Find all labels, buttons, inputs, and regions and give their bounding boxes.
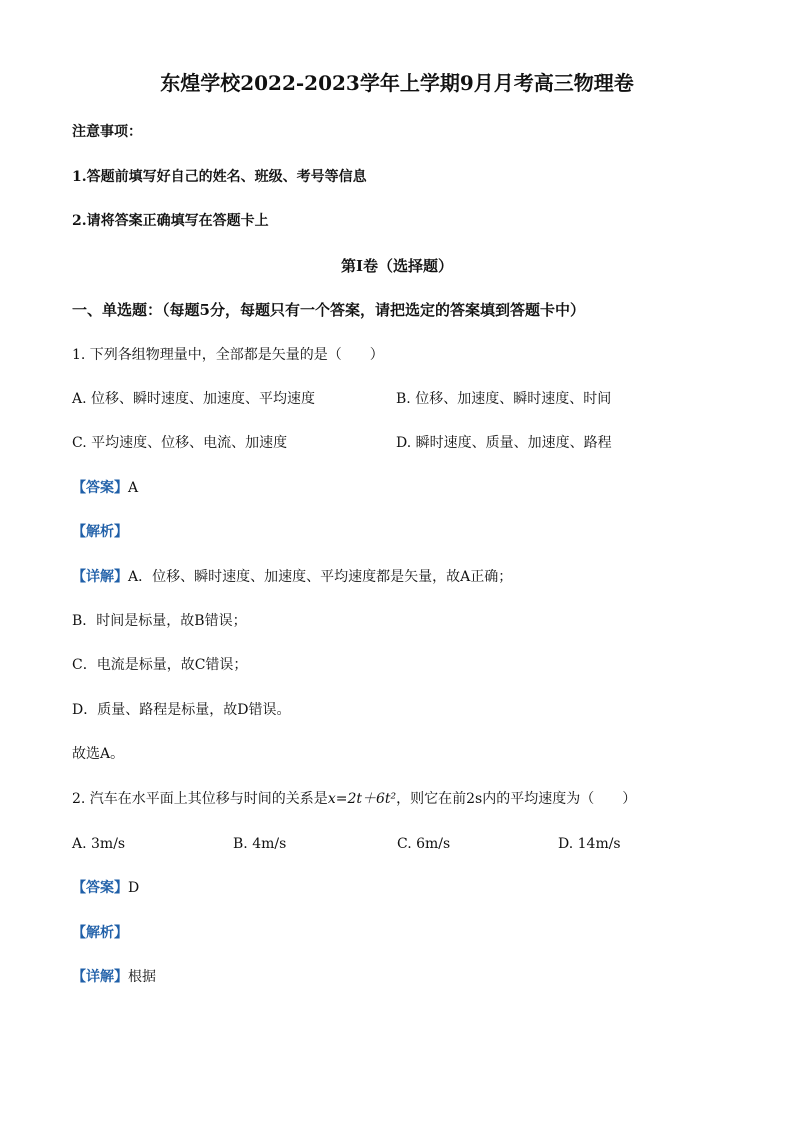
q2-stem: [72, 789, 636, 809]
q1-detail-line-3: C．电流是标量，故C错误；: [72, 657, 248, 673]
q1-detail-tag: 【详解】: [72, 569, 128, 585]
q2-option-c: C. 6m/s: [397, 836, 451, 852]
q2-stem-before: 2. 汽车在水平面上其位移与时间的关系是: [72, 791, 328, 807]
q2-detail-text: 根据: [128, 969, 156, 985]
q2-answer-tag: 【答案】: [72, 880, 128, 896]
notice-item-2: 2.请将答案正确填写在答题卡上: [72, 213, 269, 229]
q1-stem: 1. 下列各组物理量中，全部都是矢量的是（ ）: [72, 347, 384, 363]
volume-title: 第I卷（选择题）: [340, 257, 454, 275]
q2-answer: [72, 878, 139, 898]
q2-analysis: [72, 923, 128, 943]
q1-option-c: C. 平均速度、位移、电流、加速度: [72, 435, 288, 451]
q2-analysis-tag: 【解析】: [72, 925, 128, 941]
q1-answer-tag: 【答案】: [72, 480, 128, 496]
q1-answer-value: A: [128, 480, 139, 496]
q1-detail-line-2: B．时间是标量，故B错误；: [72, 613, 247, 629]
q1-detail-line-1: [72, 567, 512, 587]
q2-formula: x=2t＋6t²: [327, 791, 397, 807]
q2-detail: [72, 967, 156, 987]
q2-detail-tag: 【详解】: [72, 969, 128, 985]
q1-detail-text-1: A．位移、瞬时速度、加速度、平均速度都是矢量，故A正确；: [128, 569, 513, 585]
notice-heading: 注意事项：: [72, 124, 142, 140]
q1-option-a: A. 位移、瞬时速度、加速度、平均速度: [72, 391, 316, 407]
q2-option-d: D. 14m/s: [558, 836, 621, 852]
q1-answer: [72, 478, 138, 498]
q2-option-b: B. 4m/s: [233, 836, 287, 852]
q1-option-d: D. 瞬时速度、质量、加速度、路程: [396, 435, 612, 451]
q1-option-b: B. 位移、加速度、瞬时速度、时间: [396, 391, 612, 407]
q2-stem-after: ，则它在前2s内的平均速度为（ ）: [396, 791, 637, 807]
notice-item-1: 1.答题前填写好自己的姓名、班级、考号等信息: [72, 169, 367, 185]
page-title: 东煌学校2022-2023学年上学期9月月考高三物理卷: [160, 71, 634, 95]
q1-analysis-tag: 【解析】: [72, 524, 128, 540]
q1-detail-line-5: 故选A。: [72, 746, 125, 762]
section-title: 一、单选题：（每题5分，每题只有一个答案，请把选定的答案填到答题卡中）: [72, 301, 585, 319]
q1-analysis: [72, 522, 128, 542]
q2-option-a: A. 3m/s: [72, 836, 126, 852]
q2-answer-value: D: [128, 880, 140, 896]
q1-detail-line-4: D．质量、路程是标量，故D错误。: [72, 702, 291, 718]
